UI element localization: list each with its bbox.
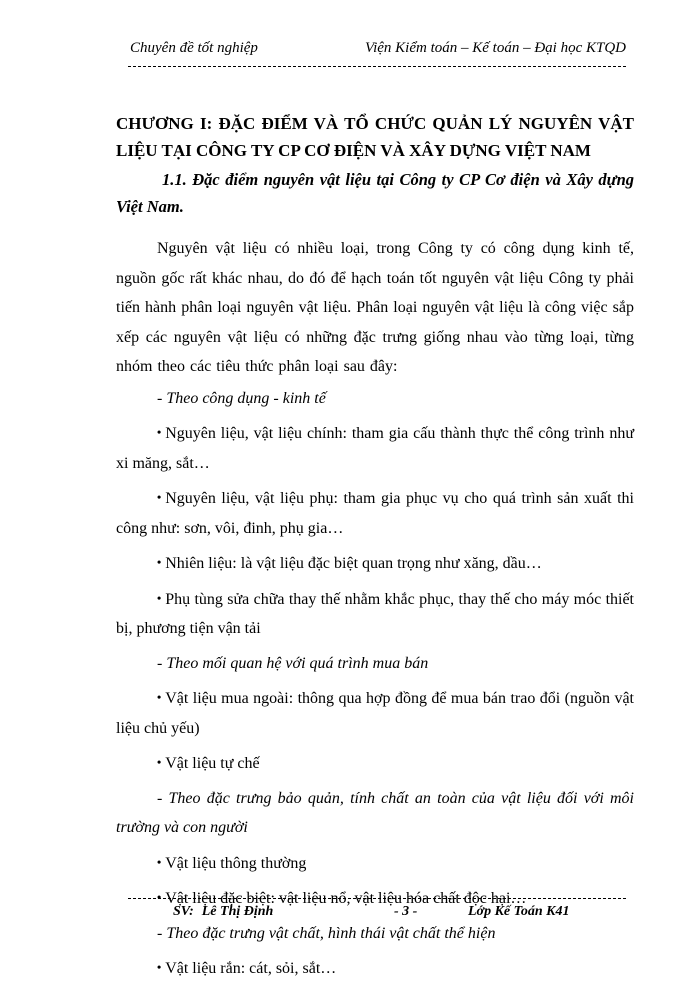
- list-item-text: Nhiên liệu: là vật liệu đặc biệt quan trọng như xăng, dầu…: [165, 555, 542, 572]
- list-item-text: Phụ tùng sửa chữa thay thế nhằm khắc phục, thay thế cho máy móc thiết bị, phương tiện vận tải: [116, 590, 634, 637]
- list-item: [116, 748, 634, 779]
- bullet-icon: •: [157, 690, 162, 704]
- bullet-icon: •: [157, 590, 162, 605]
- list-item-text: Nguyên liệu, vật liệu chính: tham gia cấu thành thực thể công trình như xi măng, sắt…: [116, 425, 634, 472]
- list-item: [116, 483, 634, 543]
- list-item-text: Vật liệu tự chế: [165, 755, 260, 772]
- bullet-icon: •: [157, 490, 162, 504]
- author-name: Lê Thị Định: [201, 904, 274, 919]
- bullet-icon: •: [157, 755, 162, 769]
- list-item-text: Nguyên liệu, vật liệu phụ: tham gia phục vụ cho quá trình sản xuất thi công như: sơn, vôi, đinh, phụ gia…: [116, 490, 634, 537]
- category-heading: - Theo công dụng - kinh tế: [157, 389, 326, 407]
- chapter-title-line-2: LIỆU TẠI CÔNG TY CP CƠ ĐIỆN VÀ XÂY DỰNG VIỆT NAM: [116, 141, 591, 160]
- section-heading: 1.1. Đặc điểm nguyên vật liệu tại Công ty CP Cơ điện và Xây dựng Việt Nam.: [116, 170, 634, 216]
- bullet-icon: •: [157, 555, 162, 569]
- list-item-text: Vật liệu thông thường: [165, 854, 307, 872]
- list-item: [116, 953, 634, 984]
- intro-paragraph: Nguyên vật liệu có nhiều loại, trong Công ty có công dụng kinh tế, nguồn gốc rất khác nhau, do đó để hạch toán tốt nguyên vật liệu Công ty phải tiến hành phân loại nguyên vật liệu. Phân loại nguyên vật liệu là công việc sắp xếp các nguyên vật liệu có những đặc trưng giống nhau vào từng loại, từng nhóm theo các tiêu thức phân loại sau đây:: [116, 240, 634, 375]
- chapter-title-line-1: CHƯƠNG I: ĐẶC ĐIỂM VÀ TỔ CHỨC QUẢN LÝ NGUYÊN VẬT: [116, 114, 634, 133]
- header-right-text: Viện Kiểm toán – Kế toán – Đại học KTQD: [365, 40, 626, 56]
- category-heading: - Theo đặc trưng bảo quản, tính chất an toàn của vật liệu đối với môi trường và con người: [116, 789, 634, 836]
- list-item: [116, 584, 634, 644]
- bullet-icon: •: [157, 854, 162, 869]
- list-item: [116, 848, 634, 879]
- author-label: SV:: [173, 904, 194, 919]
- category-heading: - Theo mối quan hệ với quá trình mua bán: [157, 654, 429, 672]
- page-footer: [128, 904, 626, 926]
- header-divider: [128, 66, 626, 67]
- page-header: [128, 40, 626, 62]
- list-item: [116, 548, 634, 579]
- list-item-text: Vật liệu đặc biệt: vật liệu nổ, vật liệu hóa chất độc hại…: [165, 890, 527, 907]
- list-item: [116, 683, 634, 743]
- footer-divider: [128, 898, 626, 899]
- header-left-text: Chuyên đề tốt nghiệp: [130, 40, 258, 56]
- bullet-icon: •: [157, 425, 162, 439]
- bullet-icon: •: [157, 890, 162, 904]
- bullet-icon: •: [157, 960, 162, 974]
- list-item-text: Vật liệu rắn: cát, sỏi, sắt…: [165, 960, 337, 977]
- footer-author: [173, 904, 273, 920]
- page-number: - 3 -: [394, 904, 418, 919]
- list-item: [116, 418, 634, 478]
- category-heading: - Theo đặc trưng vật chất, hình thái vật chất thể hiện: [157, 924, 496, 942]
- footer-class: Lớp Kế Toán K41: [468, 904, 570, 919]
- list-item-text: Vật liệu mua ngoài: thông qua hợp đồng để mua bán trao đổi (nguồn vật liệu chủ yếu): [116, 690, 634, 737]
- page-body: [116, 110, 634, 984]
